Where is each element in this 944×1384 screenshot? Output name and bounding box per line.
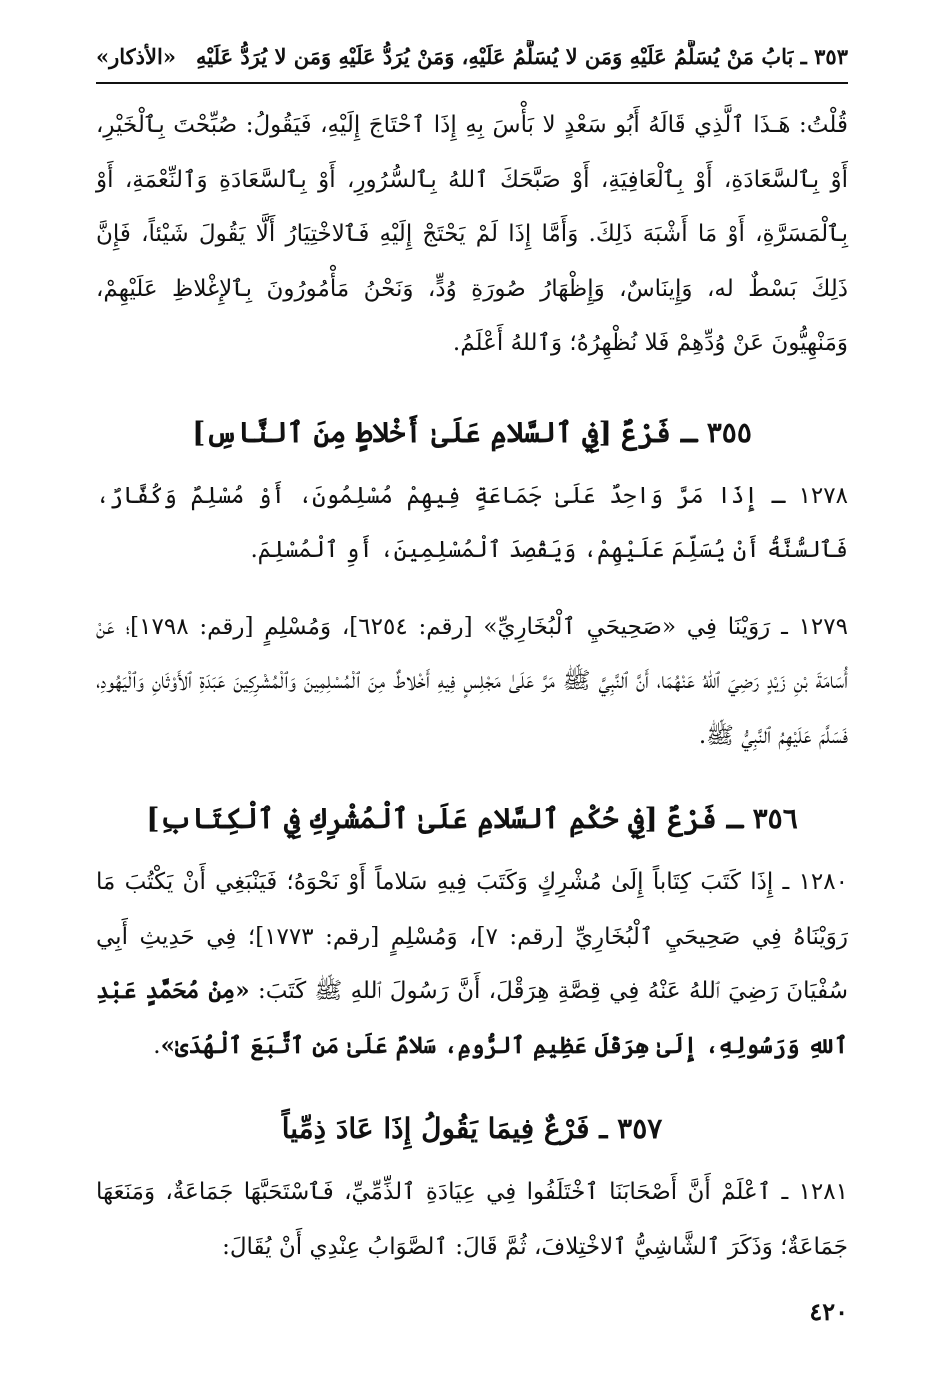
paragraph-1281: ١٢٨١ ـ ٱعْلَمْ أَنَّ أَصْحَابَنَا ٱخْتَلَفُوا فِي عِيَادَةِ ٱلذِّمِّيِّ، فَٱسْتَحَبَّهَا جَمَاعَةٌ، وَمَنَعَهَا جَمَاعَةٌ؛ وَذَكَرَ ٱلشَّاشِيُّ ٱلاخْتِلافَ، ثُمَّ قَالَ: ٱلصَّوَابُ عِنْدِي أَنْ يُقَالَ:	[96, 1179, 848, 1260]
paragraph-1280-text: ١٢٨٠ ـ إِذَا كَتَبَ كِتَاباً إِلَىٰ مُشْرِكٍ وَكَتَبَ فِيهِ سَلاماً أَوْ نَحْوَهُ؛ فَيَنْبَغِي أَنْ يَكْتُبَ مَا رَوَيْنَاهُ فِي صَحِيحَيِ ٱلْبُخَارِيِّ [رقم: ٧]، وَمُسْلِمٍ [رقم: ١٧٧٣]؛ فِي حَدِيثِ أَبِي سُفْيَانَ رَضِيَ ٱللهُ عَنْهُ فِي قِصَّةِ هِرَقْلَ، أَنَّ رَسُولَ ٱللهِ ﷺ كَتَبَ:	[96, 869, 849, 1004]
paragraph-commentary: قُلْتُ: هَـذَا ٱلَّذِي قَالَهُ أَبُو سَعْدٍ لا بَأْسَ بِهِ إِذَا ٱحْتَاجَ إِلَيْهِ، فَيَقُولُ: صُبِّحْتَ بِٱلْخَيْرِ، أَوْ بِٱلسَّعَادَةِ، أَوْ بِٱلْعَافِيَةِ، أَوْ صَبَّحَكَ ٱللهُ بِٱلسُّرُورِ، أَوْ بِٱلسَّعَادَةِ وَٱلنِّعْمَةِ، أَوْ بِٱلْمَسَرَّةِ، أَوْ مَا أَشْبَهَ ذَلِكَ. وَأَمَّا إِذَا لَمْ يَحْتَجْ إِلَيْهِ فَٱلاخْتِيَارُ أَلَّا يَقُولَ شَيْئاً، فَإِنَّ ذَلِكَ بَسْطٌ له، وَإِينَاسٌ، وَإِظْهَارُ صُورَةِ وُدٍّ، وَنَحْنُ مَأْمُورُونَ بِٱلإِغْلاظِ عَلَيْهِمْ، وَمَنْهِيُّونَ عَنْ وُدِّهِمْ فَلا نُظْهِرُهُ؛ وَٱللهُ أَعْلَمُ.	[96, 112, 848, 356]
section-title: ٣٥٣ ـ بَابُ مَنْ يُسَلَّمُ عَلَيْهِ وَمَن لا يُسَلَّمُ عَلَيْهِ، وَمَنْ يُرَدُّ عَلَيْهِ وَمَن لا يُرَدُّ عَلَيْهِ	[196, 44, 848, 69]
paragraph-1280	[96, 855, 848, 1073]
page-number: ٤٢٠	[809, 1297, 848, 1326]
paragraph-1279: ١٢٧٩ ـ رَوَيْنَا فِي «صَحِيحَيِ ٱلْبُخَارِيِّ» [رقم: ٦٢٥٤]، وَمُسْلِمٍ [رقم: ١٧٩٨]؛ عَنْ أُسَامَةَ بْنِ زَيْدٍ رَضِيَ ٱللهُ عَنْهُمَا، أَنَّ ٱلنَّبِيَّ ﷺ مَرَّ عَلَىٰ مَجْلِسٍ فِيهِ أَخْلاطٌ مِنَ ٱلْمُسْلِمِينَ وَٱلْمُشْرِكِينَ عَبَدَةِ ٱلأَوْثَانِ وَٱلْيَهُودِ، فَسَلَّمَ عَلَيْهِمُ ٱلنَّبِيُّ ﷺ.	[96, 613, 848, 749]
paragraph-1280-end: .	[153, 1032, 161, 1059]
prophetic-letter-quote: «مِنْ مُحَمَّدٍ عَبْدِ ٱللهِ وَرَسُولِهِ، إِلَىٰ هِرَقْلَ عَظِيمِ ٱلرُّومِ، سَلامٌ عَلَىٰ مَنِ ٱتَّبَعَ ٱلْهُدَىٰ»	[96, 977, 848, 1059]
header-divider	[96, 82, 848, 84]
section-heading-357: ٣٥٧ ـ فَرْعٌ فِيمَا يَقُولُ إِذَا عَادَ ذِمِّياً	[281, 1112, 663, 1145]
book-page	[96, 40, 848, 1360]
section-heading-356: ٣٥٦ ـ فَرْعٌ [فِي حُكْمِ ٱلسَّلامِ عَلَىٰ ٱلْمُشْرِكِ فِي ٱلْكِتَابِ]	[146, 802, 798, 835]
running-header	[96, 40, 848, 74]
section-heading-355: ٣٥٥ ـ فَرْعٌ [فِي ٱلسَّلامِ عَلَىٰ أَخْلاطٍ مِنَ ٱلنَّاسِ]	[192, 415, 752, 449]
book-title: «الأذكار»	[96, 44, 176, 69]
paragraph-1278: ١٢٧٨ ـ إِذَا مَرَّ وَاحِدٌ عَلَىٰ جَمَاعَةٍ فِيهِمْ مُسْلِمُونَ، أَوْ مُسْلِمٌ وَكُفَّارٌ، فَٱلسُّنَّةُ أَنْ يُسَلِّمَ عَلَيْهِمْ، وَيَقْصِدَ ٱلْمُسْلِمِينَ، أَوِ ٱلْمُسْلِمَ.	[96, 482, 848, 563]
